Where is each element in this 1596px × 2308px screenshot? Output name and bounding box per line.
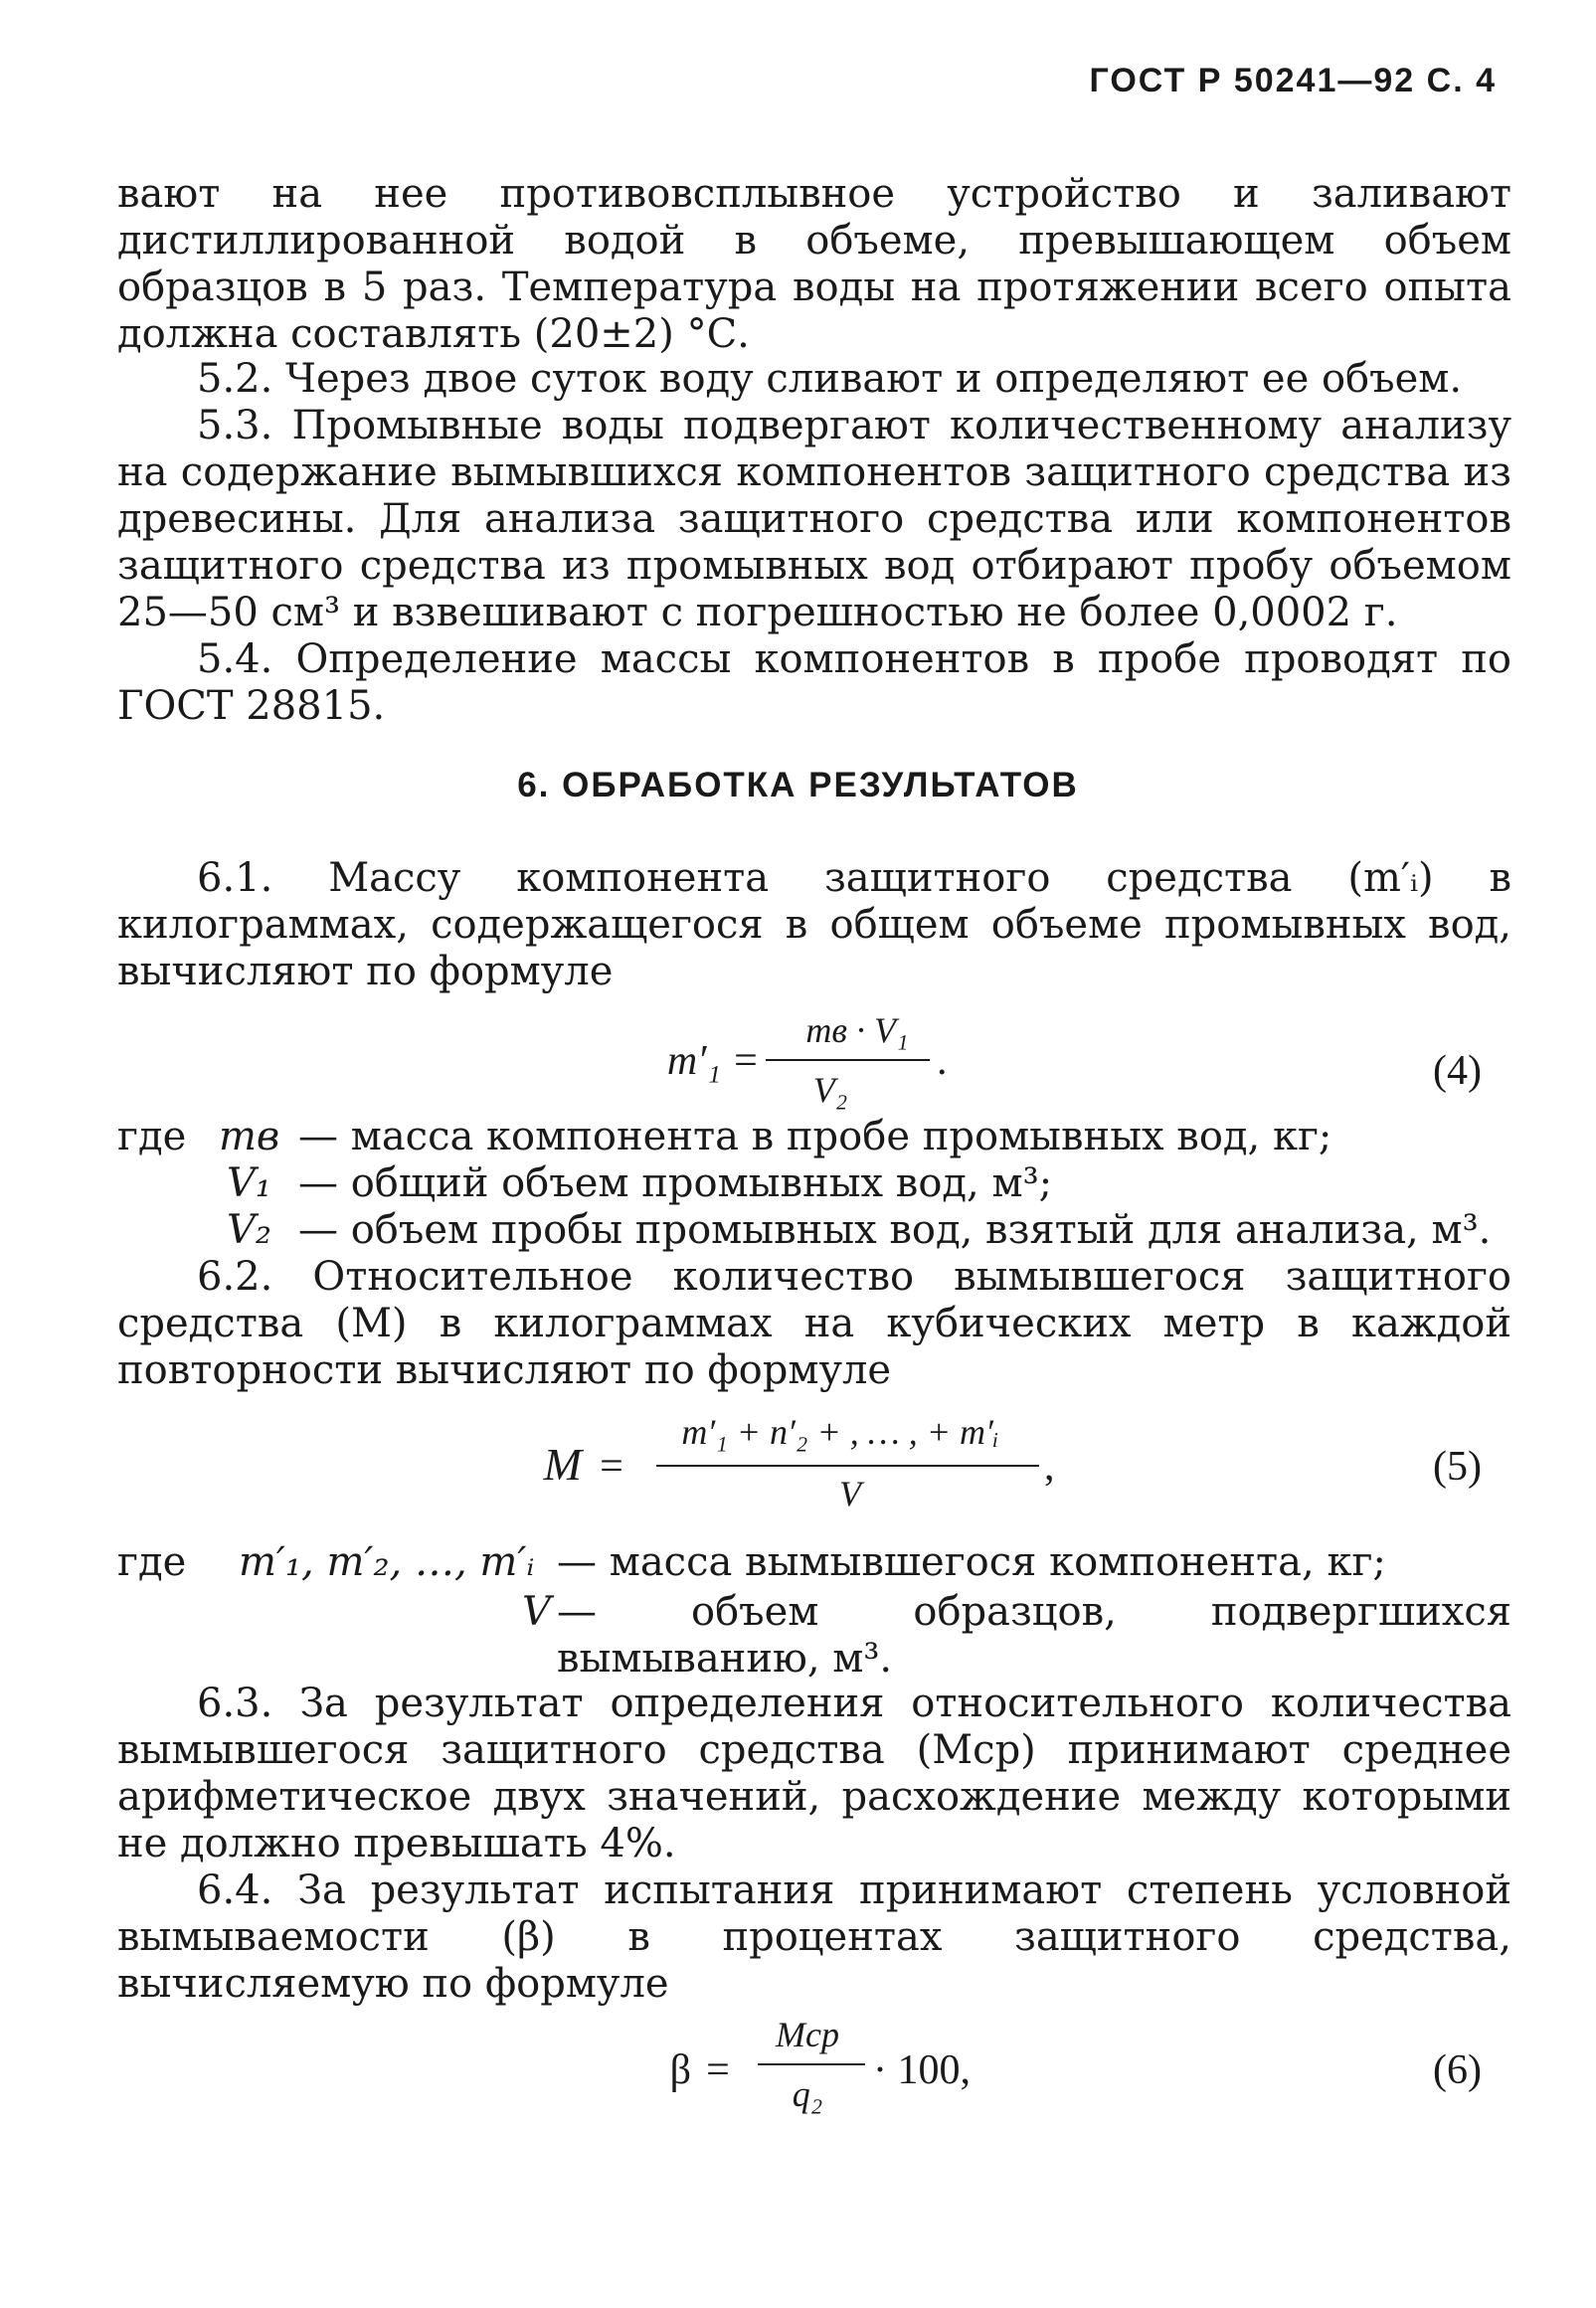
where-5-lead: где [117,1539,187,1585]
where-4-desc-3: — объем пробы промывных вод, взятый для анализа, м³. [298,1207,1492,1253]
formula-4 [0,994,1596,1114]
formula-4-equals: = [734,1038,758,1084]
paragraph-6-4: 6.4. За результат испытания принимают степень условной вымываемости (β) в процентах защитного средства, вычисляемую по формуле [117,1867,1511,2007]
paragraph-6-3: 6.3. За результат определения относительного количества вымывшегося защитного средства (Mср) принимают среднее арифметическое двух значений, расхождение между которыми не должно превышать 4%. [117,1681,1511,1866]
formula-6-lhs: β [669,2047,691,2093]
where-5-sym-1: m′₁, m′₂, …, m′ᵢ [239,1539,535,1585]
formula-6-denominator: q₂ [792,2074,823,2114]
where-4-sym-1: mв [219,1114,280,1159]
formula-6 [0,1999,1596,2118]
formula-5-denominator: V [839,1474,861,1513]
formula-6-equals: = [706,2047,730,2093]
where-4-desc-2: — общий объем промывных вод, м³; [298,1160,1053,1206]
formula-4-tail: . [937,1038,948,1084]
paragraph-6-2: 6.2. Относительное количество вымывшегося защитного средства (M) в килограммах на кубических метр в каждой повторности вычисляют по формуле [117,1254,1511,1393]
paragraph-6-1: 6.1. Массу компонента защитного средства (m′ᵢ) в килограммах, содержащегося в общем объеме промывных вод, вычисляют по формуле [117,855,1511,994]
formula-5-numerator: m′₁ + n′₂ + , … , + m′ᵢ [681,1412,999,1452]
formula-4-denominator: V₂ [812,1070,848,1110]
paragraph-5-2: 5.2. Через двое суток воду сливают и определяют ее объем. [197,356,1463,402]
formula-5 [0,1392,1596,1511]
paragraph-5-1-continued: вают на нее противовсплывное устройство и заливают дистиллированной водой в объеме, превышающем объем образцов в 5 раз. Температура воды на протяжении всего опыта должна составлять (20±2) °С. [117,171,1511,357]
paragraph-5-3: 5.3. Промывные воды подвергают количественному анализу на содержание вымывшихся компонентов защитного средства из древесины. Для анализа защитного средства или компонентов защитного средства из промывных вод отбирают пробу объемом 25—50 см³ и взвешивают с погрешностью не более 0,0002 г. [117,403,1511,635]
formula-5-tail: , [1044,1444,1055,1490]
formula-6-numerator: Mср [776,2015,839,2054]
paragraph-5-4: 5.4. Определение массы компонентов в пробе проводят по ГОСТ 28815. [117,636,1511,729]
formula-4-lhs: m′₁ [666,1038,721,1084]
where-5-desc-1: — масса вымывшегося компонента, кг; [557,1539,1386,1585]
formula-4-numerator: mв · V₁ [805,1010,909,1050]
section-6-title: 6. ОБРАБОТКА РЕЗУЛЬТАТОВ [517,766,1079,804]
where-4-lead: где [117,1114,187,1159]
formula-5-lhs: M [543,1439,582,1490]
where-4-sym-3: V₂ [227,1207,271,1253]
formula-5-equals: = [600,1444,623,1490]
formula-6-tail: · 100, [873,2047,971,2093]
formula-6-number: (6) [1433,2047,1482,2093]
where-5-sym-2: V [522,1589,551,1635]
formula-4-number: (4) [1433,1048,1482,1094]
page-header: ГОСТ Р 50241—92 С. 4 [1089,62,1497,99]
where-4-desc-1: — масса компонента в пробе промывных вод, кг; [298,1114,1332,1159]
where-5-desc-2: — объем образцов, подвергшихся вымыванию, м³. [557,1589,1511,1682]
formula-5-number: (5) [1433,1444,1482,1490]
where-4-sym-2: V₁ [227,1160,271,1206]
